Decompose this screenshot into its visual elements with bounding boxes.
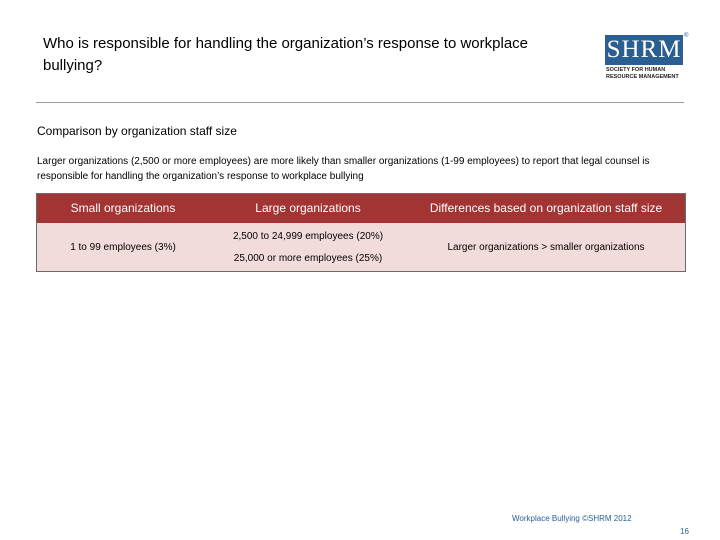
header-small-organizations: Small organizations — [70, 201, 176, 215]
header-large-organizations: Large organizations — [255, 201, 361, 215]
header-differences: Differences based on organization staff size — [429, 201, 663, 215]
logo-wordmark-box — [605, 35, 683, 65]
shrm-logo — [605, 35, 689, 85]
cell-small-organizations — [37, 223, 209, 271]
cell-large-organizations — [209, 223, 407, 271]
page-number: 16 — [680, 527, 689, 536]
logo-wordmark: SHRM — [606, 36, 682, 63]
section-description: Larger organizations (2,500 or more employees) are more likely than smaller organizations (1-99 employees) to report that legal counsel is responsible for handling the organization’s response to workplace bullying — [37, 156, 650, 182]
cell-small-line: 1 to 99 employees (3%) — [70, 241, 176, 253]
title-divider — [36, 102, 684, 103]
footer-text: Workplace Bullying ©SHRM 2012 — [512, 514, 632, 523]
comparison-table — [36, 193, 686, 272]
slide-title: Who is responsible for handling the organization’s response to workplace bullying? — [43, 35, 529, 74]
table-header-row — [37, 194, 685, 223]
table-row — [37, 223, 685, 271]
section-heading: Comparison by organization staff size — [37, 124, 237, 138]
logo-registered-mark: ® — [684, 33, 689, 39]
cell-differences — [407, 223, 685, 271]
cell-large-line-2: 25,000 or more employees (25%) — [233, 252, 383, 264]
cell-large-line-1: 2,500 to 24,999 employees (20%) — [232, 230, 384, 242]
logo-subtitle: SOCIETY FOR HUMAN RESOURCE MANAGEMENT — [606, 67, 679, 80]
cell-differences-line: Larger organizations > smaller organizations — [447, 241, 645, 253]
